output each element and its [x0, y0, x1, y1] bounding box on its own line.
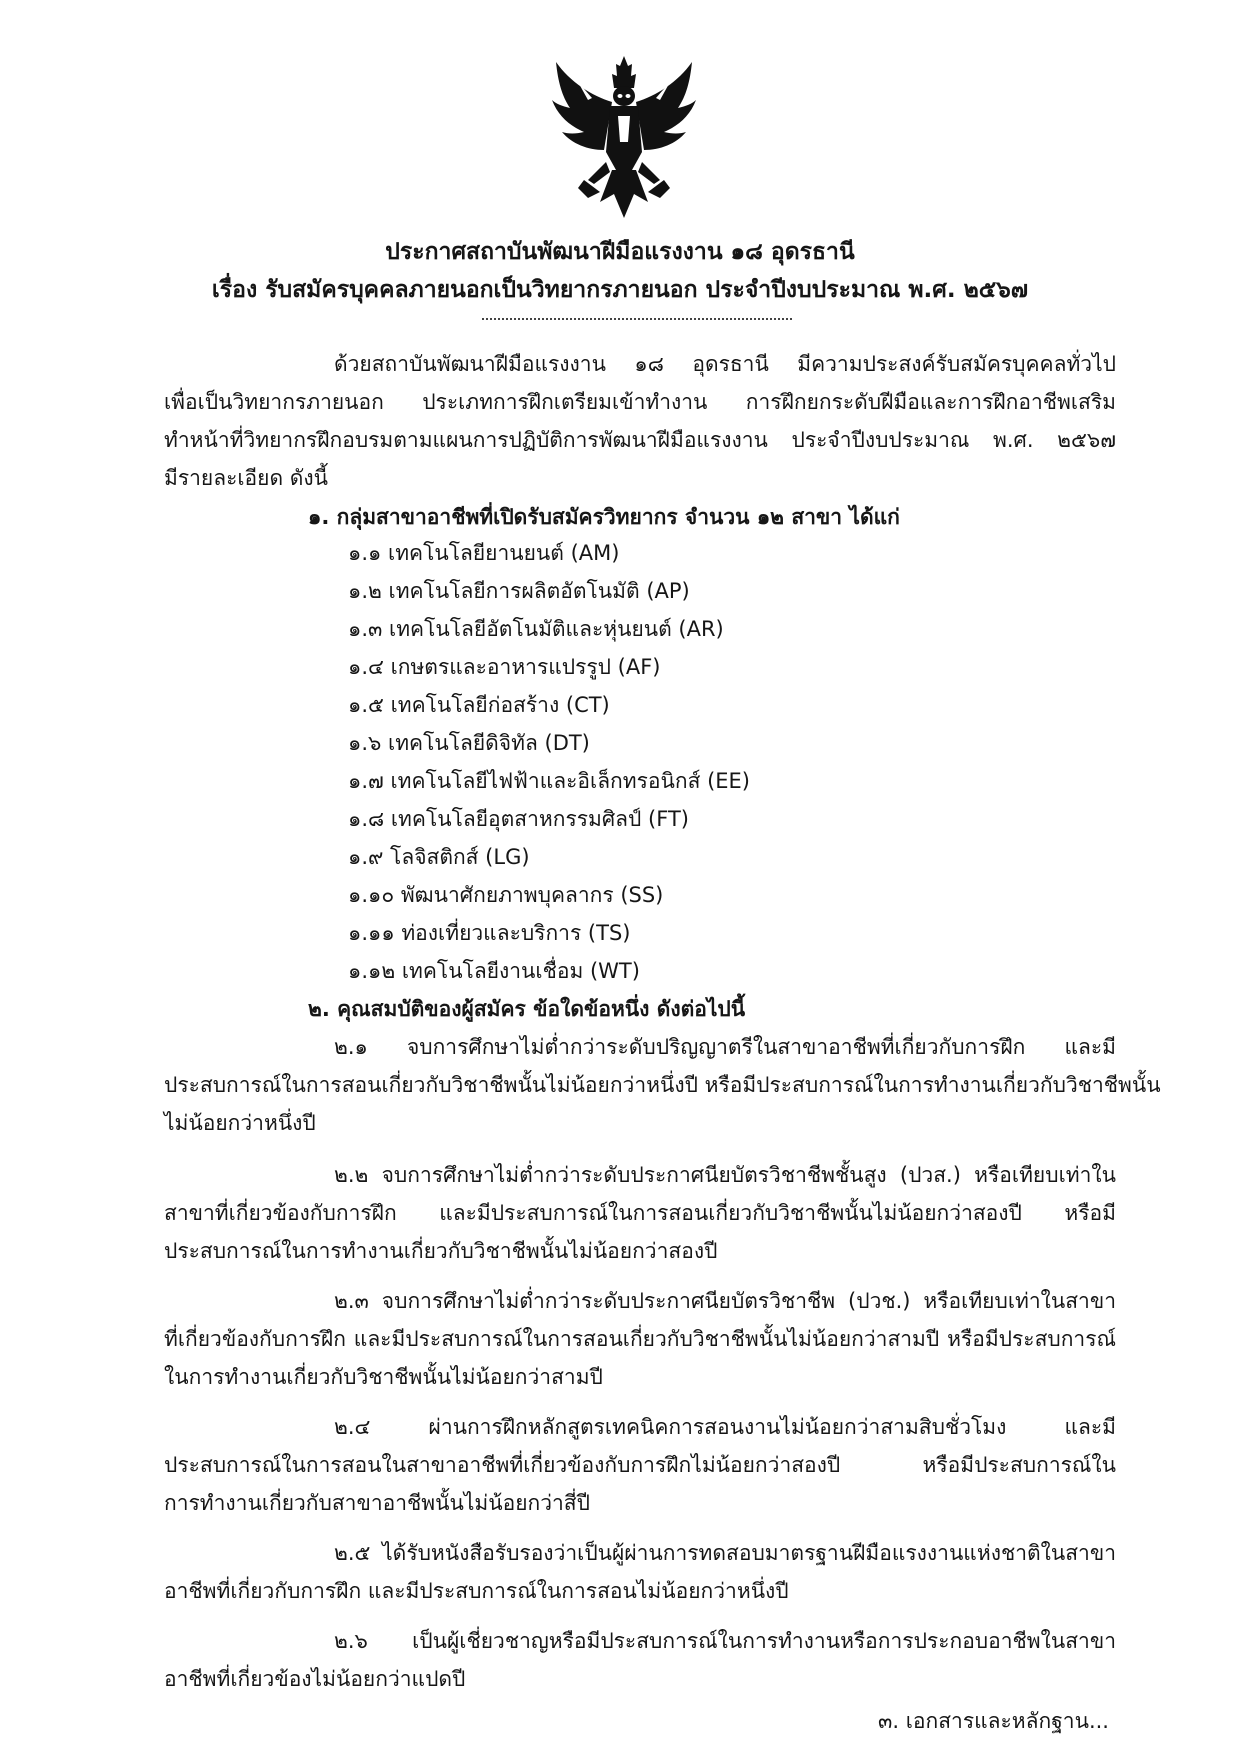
occupation-item: ๑.๗ เทคโนโลยีไฟฟ้าและอิเล็กทรอนิกส์ (EE)	[348, 769, 750, 793]
qualification-line: อาชีพที่เกี่ยวข้องไม่น้อยกว่าแปดปี	[164, 1667, 466, 1691]
occupation-item: ๑.๒ เทคโนโลยีการผลิตอัตโนมัติ (AP)	[348, 579, 690, 603]
occupation-item: ๑.๔ เกษตรและอาหารแปรรูป (AF)	[348, 655, 661, 679]
qualification-line: ไม่น้อยกว่าหนึ่งปี	[164, 1111, 316, 1135]
qualification-line: สาขาที่เกี่ยวข้องกับการฝึก และมีประสบการณ์ในการสอนเกี่ยวกับวิชาชีพนั้นไม่น้อยกว่าสองปี หรือมี	[164, 1201, 1116, 1225]
occupation-item: ๑.๓ เทคโนโลยีอัตโนมัติและหุ่นยนต์ (AR)	[348, 617, 724, 641]
title-divider	[482, 318, 792, 320]
qualification-line: ๒.๖ เป็นผู้เชี่ยวชาญหรือมีประสบการณ์ในการทำงานหรือการประกอบอาชีพในสาขา	[334, 1629, 1116, 1653]
section-2-heading: ๒. คุณสมบัติของผู้สมัคร ข้อใดข้อหนึ่ง ดังต่อไปนี้	[308, 997, 746, 1021]
occupation-item: ๑.๖ เทคโนโลยีดิจิทัล (DT)	[348, 731, 590, 755]
qualification-line: อาชีพที่เกี่ยวกับการฝึก และมีประสบการณ์ในการสอนไม่น้อยกว่าหนึ่งปี	[164, 1579, 789, 1603]
announcement-subject: เรื่อง รับสมัครบุคคลภายนอกเป็นวิทยากรภายนอก ประจำปีงบประมาณ พ.ศ. ๒๕๖๗	[211, 277, 1029, 303]
occupation-item: ๑.๙ โลจิสติกส์ (LG)	[348, 845, 530, 869]
occupation-item: ๑.๑๒ เทคโนโลยีงานเชื่อม (WT)	[348, 959, 640, 983]
garuda-emblem-icon	[548, 52, 700, 222]
occupation-item: ๑.๑ เทคโนโลยียานยนต์ (AM)	[348, 541, 620, 565]
qualification-line: ที่เกี่ยวข้องกับการฝึก และมีประสบการณ์ในการสอนเกี่ยวกับวิชาชีพนั้นไม่น้อยกว่าสามปี หรือมีประสบการณ์	[164, 1327, 1116, 1351]
intro-line: มีรายละเอียด ดังนี้	[164, 466, 329, 490]
intro-line: ทำหน้าที่วิทยากรฝึกอบรมตามแผนการปฏิบัติการพัฒนาฝีมือแรงงาน ประจำปีงบประมาณ พ.ศ. ๒๕๖๗	[164, 428, 1116, 452]
qualification-line: ๒.๑ จบการศึกษาไม่ต่ำกว่าระดับปริญญาตรีในสาขาอาชีพที่เกี่ยวกับการฝึก และมี	[334, 1035, 1116, 1059]
occupation-item: ๑.๘ เทคโนโลยีอุตสาหกรรมศิลป์ (FT)	[348, 807, 689, 831]
qualification-line: ๒.๔ ผ่านการฝึกหลักสูตรเทคนิคการสอนงานไม่น้อยกว่าสามสิบชั่วโมง และมี	[334, 1415, 1116, 1439]
continued-on-next-page: ๓. เอกสารและหลักฐาน...	[878, 1709, 1109, 1733]
intro-line: ด้วยสถาบันพัฒนาฝีมือแรงงาน ๑๘ อุดรธานี มีความประสงค์รับสมัครบุคคลทั่วไป	[334, 352, 1116, 376]
qualification-line: ประสบการณ์ในการสอนในสาขาอาชีพที่เกี่ยวข้องกับการฝึกไม่น้อยกว่าสองปี หรือมีประสบการณ์ใน	[164, 1453, 1116, 1477]
section-1-heading: ๑. กลุ่มสาขาอาชีพที่เปิดรับสมัครวิทยากร จำนวน ๑๒ สาขา ได้แก่	[308, 505, 900, 529]
qualification-line: ๒.๕ ได้รับหนังสือรับรองว่าเป็นผู้ผ่านการทดสอบมาตรฐานฝีมือแรงงานแห่งชาติในสาขา	[334, 1541, 1116, 1565]
qualification-line: ประสบการณ์ในการทำงานเกี่ยวกับวิชาชีพนั้นไม่น้อยกว่าสองปี	[164, 1239, 718, 1263]
occupation-item: ๑.๑๑ ท่องเที่ยวและบริการ (TS)	[348, 921, 631, 945]
announcement-title: ประกาศสถาบันพัฒนาฝีมือแรงงาน ๑๘ อุดรธานี	[385, 239, 855, 265]
qualification-line: ๒.๒ จบการศึกษาไม่ต่ำกว่าระดับประกาศนียบัตรวิชาชีพชั้นสูง (ปวส.) หรือเทียบเท่าใน	[334, 1163, 1116, 1187]
qualification-line: ๒.๓ จบการศึกษาไม่ต่ำกว่าระดับประกาศนียบัตรวิชาชีพ (ปวช.) หรือเทียบเท่าในสาขา	[334, 1289, 1116, 1313]
intro-line: เพื่อเป็นวิทยากรภายนอก ประเภทการฝึกเตรียมเข้าทำงาน การฝึกยกระดับฝีมือและการฝึกอาชีพเสริม	[164, 390, 1116, 414]
occupation-item: ๑.๑๐ พัฒนาศักยภาพบุคลากร (SS)	[348, 883, 664, 907]
qualification-line: ในการทำงานเกี่ยวกับวิชาชีพนั้นไม่น้อยกว่าสามปี	[164, 1365, 603, 1389]
occupation-item: ๑.๕ เทคโนโลยีก่อสร้าง (CT)	[348, 693, 610, 717]
qualification-line: การทำงานเกี่ยวกับสาขาอาชีพนั้นไม่น้อยกว่าสี่ปี	[164, 1491, 590, 1515]
qualification-line: ประสบการณ์ในการสอนเกี่ยวกับวิชาชีพนั้นไม่น้อยกว่าหนึ่งปี หรือมีประสบการณ์ในการทำงานเกี่ยวกับวิชาชีพนั้น	[164, 1073, 1161, 1097]
